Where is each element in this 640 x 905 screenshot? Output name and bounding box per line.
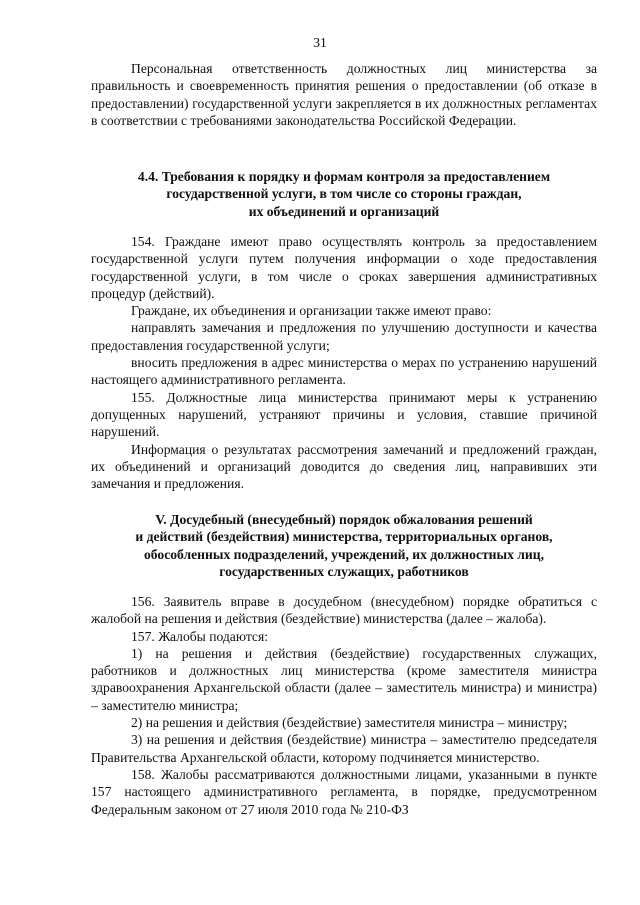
section-4-4-body	[91, 233, 597, 492]
heading-line: государственных служащих, работников	[219, 563, 469, 579]
section-v-body	[91, 593, 597, 818]
section-v-heading	[91, 511, 597, 580]
heading-line: обособленных подразделений, учреждений, их должностных лиц,	[144, 546, 544, 562]
paragraph-154: 154. Граждане имеют право осуществлять контроль за предоставлением государственной услуги путем получения информации о ходе предоставления государственной услуги, в том числе о сроках завершения административных процедур (действий).	[91, 234, 597, 301]
paragraph-155: 155. Должностные лица министерства принимают меры к устранению допущенных нарушений, устраняют причины и условия, ставшие причиной нарушений.	[91, 389, 597, 440]
heading-line: государственной услуги, в том числе со стороны граждан,	[166, 186, 522, 202]
paragraph-157-item-3: 3) на решения и действия (бездействие) министра – заместителю председателя Правительства Архангельской области, которому подчиняется министерство.	[91, 732, 597, 765]
paragraph-rights-item-2: вносить предложения в адрес министерства о мерах по устранению нарушений настоящего административного регламента.	[91, 355, 597, 388]
paragraph-rights-intro: Граждане, их объединения и организации также имеют право:	[131, 303, 492, 319]
paragraph-157-item-2: 2) на решения и действия (бездействие) заместителя министра – министру;	[131, 715, 568, 731]
paragraph-158: 158. Жалобы рассматриваются должностными лицами, указанными в пункте 157 настоящего административного регламента, в порядке, предусмотренном Федеральным законом от 27 июля 2010 года № 210-ФЗ	[91, 766, 597, 817]
paragraph-157-item-1: 1) на решения и действия (бездействие) государственных служащих, работников и должностных лиц министерства (кроме заместителя министра здравоохранения Архангельской области (далее – заместитель министра) и министра) – заместителю министра;	[91, 645, 597, 713]
heading-line: V. Досудебный (внесудебный) порядок обжалования решений	[155, 512, 533, 527]
section-4-4-heading	[91, 168, 597, 220]
heading-line: и действий (бездействия) министерства, территориальных органов,	[135, 529, 553, 545]
paragraph-157: 157. Жалобы подаются:	[131, 628, 268, 644]
paragraph-responsibility: Персональная ответственность должностных лиц министерства за правильность и своевременность принятия решения о предоставлении (об отказе в предоставлении) государственной услуги закрепляется в их должностных регламентах в соответствии с требованиями законодательства Российской Федерации.	[91, 61, 597, 128]
paragraph-156: 156. Заявитель вправе в досудебном (внесудебном) порядке обратиться с жалобой на решения и действия (бездействие) министерства (далее – жалоба).	[91, 594, 597, 627]
heading-line: 4.4. Требования к порядку и формам контроля за предоставлением	[137, 169, 551, 184]
paragraph-results-info: Информация о результатах рассмотрения замечаний и предложений граждан, их объединений и организаций доводится до сведения лиц, направивших эти замечания и предложения.	[91, 441, 597, 492]
opening-block	[91, 60, 597, 129]
heading-line: их объединений и организаций	[248, 203, 440, 219]
paragraph-rights-item-1: направлять замечания и предложения по улучшению доступности и качества предоставления государственной услуги;	[91, 320, 597, 353]
page-number: 31	[313, 35, 327, 50]
